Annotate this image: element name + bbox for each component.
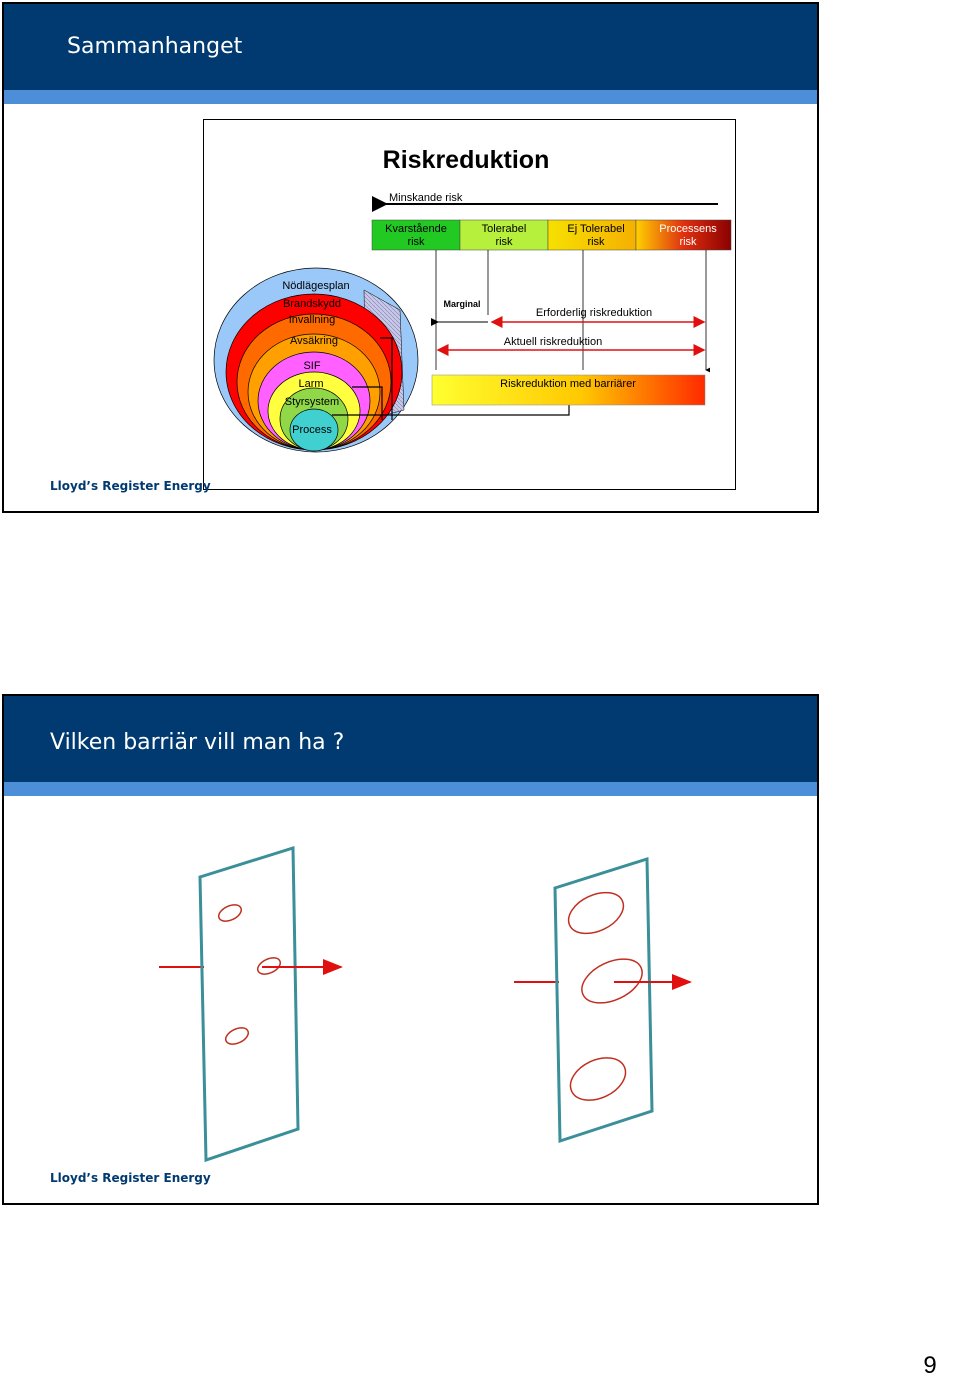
marginal-label: Marginal <box>443 299 481 309</box>
label-brandskydd: Brandskydd <box>282 298 342 310</box>
barrier-reduction-label: Riskreduktion med barriärer <box>500 378 636 390</box>
hole-large-1 <box>562 884 630 941</box>
footer-logo-text: Lloyd’s Register Energy <box>50 479 211 493</box>
label-larm: Larm <box>298 378 324 390</box>
risk-level-2-line1: Tolerabel <box>481 223 527 235</box>
label-sif: SIF <box>303 360 321 372</box>
slide-title: Sammanhanget <box>67 34 243 59</box>
header-stripe <box>4 782 817 796</box>
risk-level-1-line2: risk <box>407 236 425 248</box>
barrier-plate-right <box>555 859 652 1141</box>
barrier-illustration <box>4 796 817 1205</box>
risk-level-1-line1: Kvarstående <box>385 223 447 235</box>
risk-level-4-line2: risk <box>679 236 697 248</box>
barrier-plate-left <box>200 848 298 1160</box>
risk-level-3-line1: Ej Tolerabel <box>567 223 625 235</box>
barrier-left <box>159 848 341 1160</box>
header-stripe <box>4 90 817 104</box>
decreasing-risk-label: Minskande risk <box>389 192 463 204</box>
label-process: Process <box>292 424 332 436</box>
footer-logo-text: Lloyd’s Register Energy <box>50 1171 211 1185</box>
hole-small-1 <box>216 902 244 925</box>
label-avsakring: Avsäkring <box>289 335 339 347</box>
slide-title: Vilken barriär vill man ha ? <box>50 730 345 755</box>
risk-reduction-diagram <box>203 119 736 490</box>
risk-level-2-line2: risk <box>495 236 513 248</box>
page-number: 9 <box>923 1352 937 1379</box>
diagram-svg <box>204 120 735 489</box>
slide-sammanhanget <box>2 2 819 513</box>
risk-level-4-line1: Processens <box>659 223 717 235</box>
slide-which-barrier <box>2 694 819 1205</box>
label-styrsystem: Styrsystem <box>284 396 340 408</box>
hole-small-3 <box>223 1025 251 1048</box>
required-reduction-label: Erforderlig riskreduktion <box>535 307 653 319</box>
label-nodlagesplan: Nödlägesplan <box>282 280 350 292</box>
actual-reduction-label: Aktuell riskreduktion <box>503 336 603 348</box>
risk-level-3-line2: risk <box>587 236 605 248</box>
barrier-right <box>514 859 690 1141</box>
diagram-title: Riskreduktion <box>382 146 550 174</box>
label-invallning: Invallning <box>288 314 336 326</box>
hole-large-3 <box>564 1050 633 1109</box>
risk-level-boxes <box>372 220 731 250</box>
